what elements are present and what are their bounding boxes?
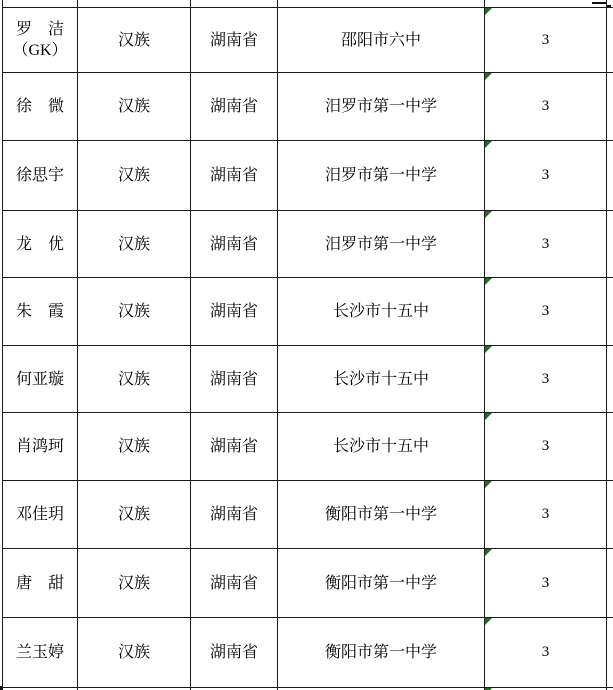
province-text: 湖南省 [209, 438, 258, 455]
cell-count[interactable] [484, 617, 606, 687]
count-text: 3 [541, 31, 550, 48]
cell-clipped[interactable] [606, 412, 613, 480]
ethnicity-text: 汉族 [117, 303, 150, 320]
cell-province[interactable] [190, 140, 277, 210]
ethnicity-text: 汉族 [117, 438, 150, 455]
cell-province[interactable] [190, 277, 277, 345]
ethnicity-text: 汉族 [117, 644, 150, 661]
cell-ethnicity[interactable] [77, 140, 190, 210]
error-indicator-icon [485, 211, 492, 218]
student-name: 龙 优 [15, 235, 64, 253]
province-text: 湖南省 [209, 370, 258, 388]
cell-name[interactable] [2, 277, 77, 345]
ethnicity-text: 汉族 [117, 506, 150, 523]
cell-school[interactable] [277, 617, 484, 687]
cell-clipped[interactable] [484, 0, 606, 7]
school-text: 衡阳市第一中学 [324, 506, 437, 523]
province-text: 湖南省 [209, 98, 258, 115]
student-name: 徐 微 [15, 98, 64, 115]
cell-province[interactable] [190, 480, 277, 548]
cell-province[interactable] [190, 72, 277, 140]
cell-province[interactable] [190, 210, 277, 277]
province-text: 湖南省 [209, 644, 258, 661]
error-indicator-icon [485, 481, 492, 488]
count-text: 3 [541, 370, 550, 387]
province-text: 湖南省 [209, 303, 258, 320]
cell-name[interactable] [2, 7, 77, 72]
cell-ethnicity[interactable] [77, 7, 190, 72]
cell-count[interactable] [484, 480, 606, 548]
cell-count[interactable] [484, 140, 606, 210]
school-text: 汨罗市第一中学 [324, 98, 437, 115]
cell-clipped[interactable] [606, 345, 613, 412]
clipped-smarttag-icon [606, 5, 611, 7]
ethnicity-text: 汉族 [117, 167, 150, 184]
error-indicator-icon [485, 278, 492, 285]
count-text: 3 [541, 644, 550, 660]
cell-ethnicity[interactable] [77, 617, 190, 687]
cell-ethnicity[interactable] [77, 277, 190, 345]
count-text: 3 [541, 506, 550, 522]
cell-count[interactable] [484, 548, 606, 617]
student-name: 徐思宇 [15, 167, 64, 184]
school-text: 衡阳市第一中学 [324, 574, 437, 592]
ethnicity-text: 汉族 [117, 235, 150, 253]
student-name [12, 19, 67, 61]
cell-ethnicity[interactable] [77, 210, 190, 277]
error-indicator-icon [485, 141, 492, 148]
error-indicator-icon [485, 8, 492, 15]
clipped-gridline-artifact [0, 686, 2, 690]
cell-province[interactable] [190, 412, 277, 480]
count-text: 3 [541, 235, 550, 252]
cell-clipped[interactable] [606, 72, 613, 140]
cell-ethnicity[interactable] [77, 548, 190, 617]
cell-name[interactable] [2, 617, 77, 687]
error-indicator-icon [485, 618, 492, 625]
cell-count[interactable] [484, 345, 606, 412]
error-indicator-icon [485, 346, 492, 353]
spreadsheet-table [2, 0, 613, 690]
cell-ethnicity[interactable] [77, 480, 190, 548]
cell-school[interactable] [277, 480, 484, 548]
province-text: 湖南省 [209, 574, 258, 592]
cell-clipped[interactable] [606, 277, 613, 345]
school-text: 汨罗市第一中学 [324, 235, 437, 253]
ethnicity-text: 汉族 [117, 31, 150, 49]
cell-name[interactable] [2, 548, 77, 617]
cell-school[interactable] [277, 412, 484, 480]
cell-ethnicity[interactable] [77, 72, 190, 140]
count-text: 3 [541, 574, 550, 591]
cell-school[interactable] [277, 548, 484, 617]
error-indicator-icon [485, 549, 492, 556]
school-text: 汨罗市第一中学 [324, 167, 437, 184]
province-text: 湖南省 [209, 31, 258, 49]
cell-province[interactable] [190, 548, 277, 617]
cell-clipped[interactable] [606, 617, 613, 687]
school-text: 长沙市十五中 [332, 438, 429, 455]
cell-count[interactable] [484, 277, 606, 345]
cell-name[interactable] [2, 140, 77, 210]
student-name: 兰玉婷 [15, 644, 64, 661]
province-text: 湖南省 [209, 167, 258, 184]
cell-count[interactable] [484, 72, 606, 140]
province-text: 湖南省 [209, 235, 258, 253]
student-name: 何亚璇 [15, 370, 64, 388]
cell-ethnicity[interactable] [77, 345, 190, 412]
error-indicator-icon [485, 413, 492, 420]
cell-name[interactable] [2, 412, 77, 480]
cell-clipped[interactable] [606, 548, 613, 617]
school-text: 长沙市十五中 [332, 370, 429, 388]
school-text: 邵阳市六中 [340, 31, 421, 49]
cell-school[interactable] [277, 345, 484, 412]
count-text: 3 [541, 98, 550, 114]
cell-name[interactable] [2, 210, 77, 277]
school-text: 长沙市十五中 [332, 303, 429, 320]
student-name: 唐 甜 [15, 574, 64, 592]
cell-clipped[interactable] [606, 210, 613, 277]
student-name-line2: （GK） [12, 42, 68, 59]
cell-count[interactable] [484, 412, 606, 480]
province-text: 湖南省 [209, 506, 258, 523]
count-text: 3 [541, 167, 550, 183]
cell-school[interactable] [277, 72, 484, 140]
cell-name[interactable] [2, 72, 77, 140]
cell-clipped[interactable] [190, 0, 277, 7]
cell-name[interactable] [2, 345, 77, 412]
school-text: 衡阳市第一中学 [324, 644, 437, 661]
ethnicity-text: 汉族 [117, 574, 150, 592]
cell-ethnicity[interactable] [77, 412, 190, 480]
count-text: 3 [541, 303, 550, 319]
cell-school[interactable] [277, 277, 484, 345]
cell-clipped[interactable] [606, 480, 613, 548]
ethnicity-text: 汉族 [117, 370, 150, 388]
ethnicity-text: 汉族 [117, 98, 150, 115]
student-name: 邓佳玥 [15, 506, 64, 523]
cell-clipped[interactable] [77, 0, 190, 7]
cell-school[interactable] [277, 140, 484, 210]
clipped-smarttag-icon [592, 2, 607, 4]
student-name-line1: 罗 洁 [15, 21, 64, 38]
cell-name[interactable] [2, 480, 77, 548]
cell-clipped[interactable] [606, 7, 613, 72]
cell-province[interactable] [190, 617, 277, 687]
error-indicator-icon [485, 73, 492, 80]
cell-clipped[interactable] [606, 140, 613, 210]
cell-province[interactable] [190, 345, 277, 412]
cell-province[interactable] [190, 7, 277, 72]
cell-clipped[interactable] [2, 0, 77, 7]
student-name: 朱 霞 [15, 303, 64, 320]
cell-count[interactable] [484, 210, 606, 277]
cell-clipped[interactable] [277, 0, 484, 7]
student-name: 肖鸿珂 [15, 438, 64, 455]
cell-school[interactable] [277, 7, 484, 72]
cell-count[interactable] [484, 7, 606, 72]
count-text: 3 [541, 438, 550, 454]
cell-school[interactable] [277, 210, 484, 277]
